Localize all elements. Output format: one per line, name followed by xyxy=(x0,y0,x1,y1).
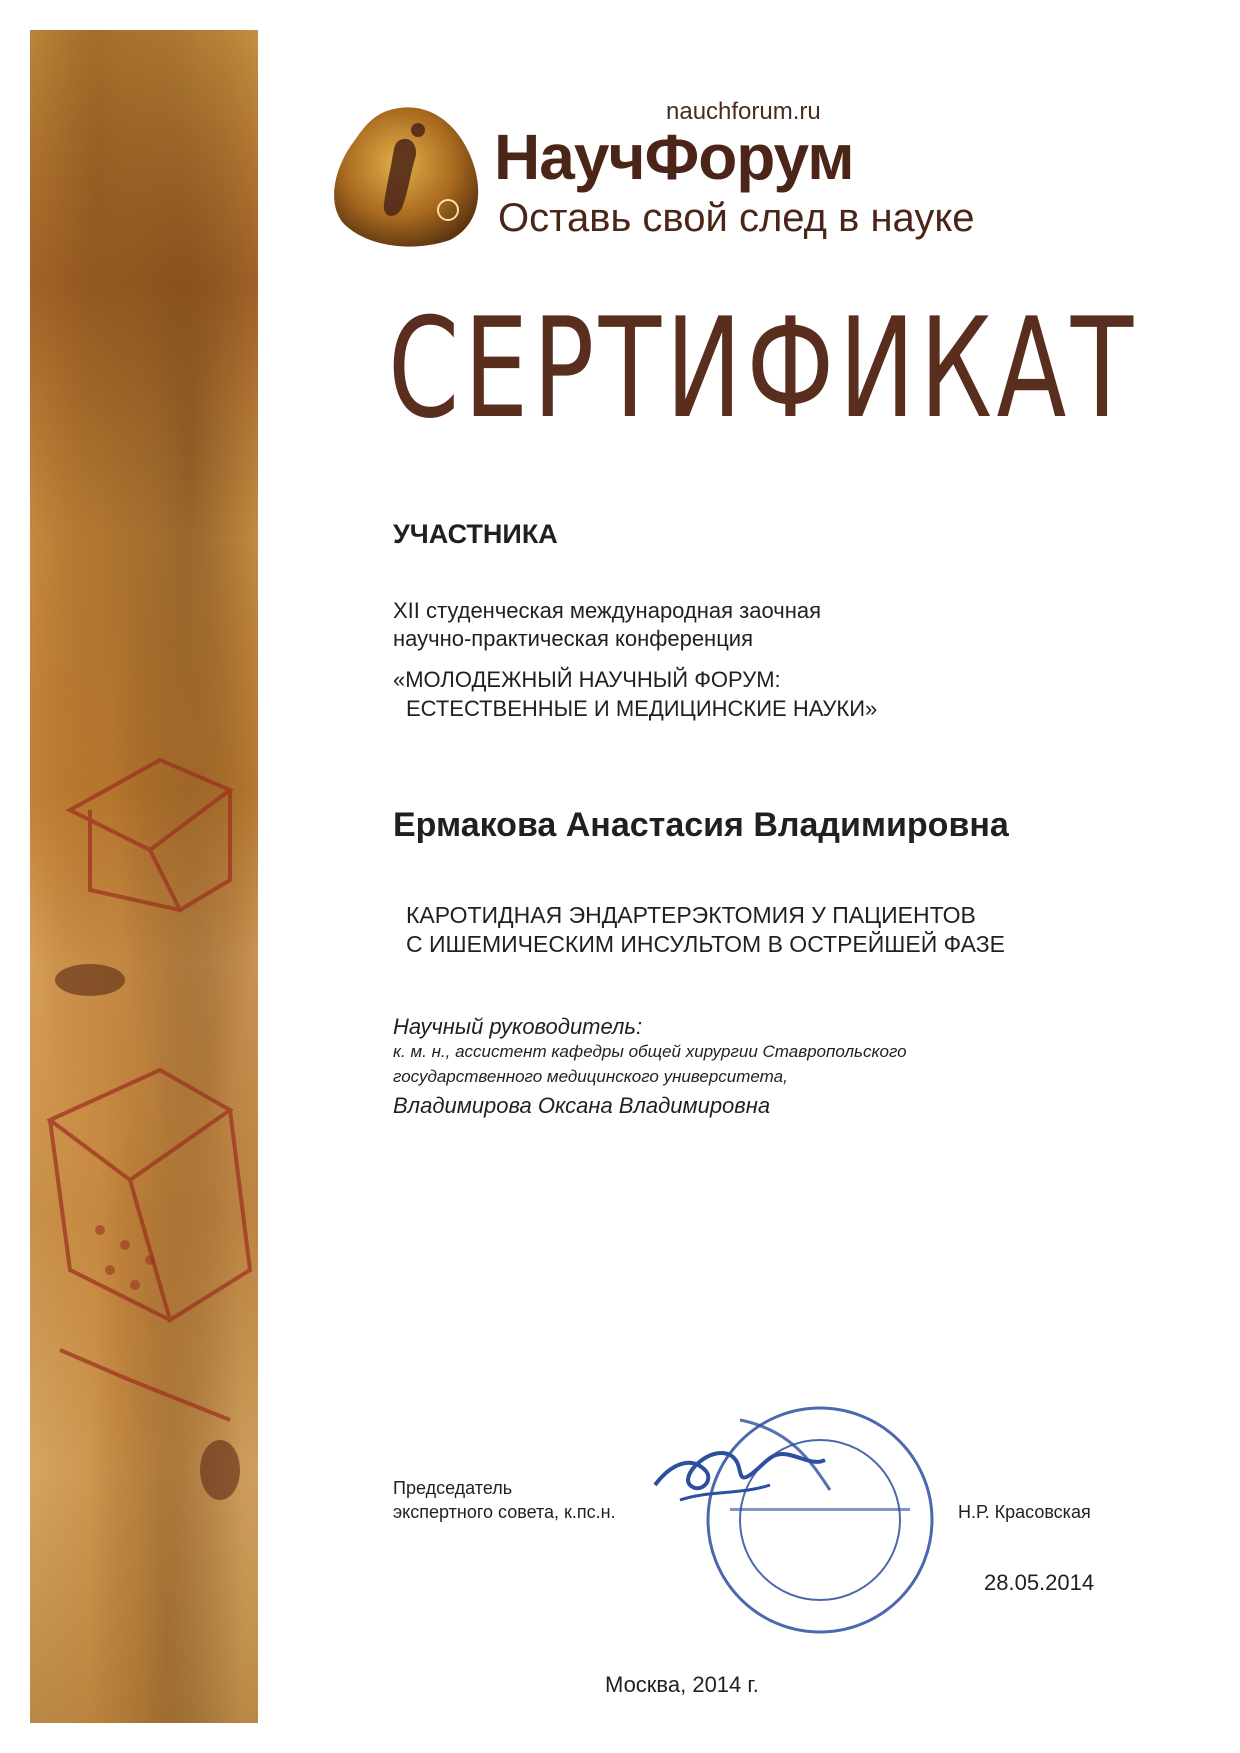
conference-line-2: научно-практическая конференция xyxy=(393,626,754,651)
chair-title-line-2: экспертного совета, к.пс.н. xyxy=(393,1502,616,1522)
site-url: nauchforum.ru xyxy=(666,98,821,125)
rock-art-drawings xyxy=(30,30,258,1723)
topic-line-1: КАРОТИДНАЯ ЭНДАРТЕРЭКТОМИЯ У ПАЦИЕНТОВ xyxy=(406,902,976,928)
topic-line-2: С ИШЕМИЧЕСКИМ ИНСУЛЬТОМ В ОСТРЕЙШЕЙ ФАЗЕ xyxy=(406,931,1005,957)
supervisor-name: Владимирова Оксана Владимировна xyxy=(393,1093,771,1118)
signer-name: Н.Р. Красовская xyxy=(958,1502,1091,1522)
participant-name: Ермакова Анастасия Владимировна xyxy=(393,806,1009,844)
city-year: Москва, 2014 г. xyxy=(605,1672,759,1697)
supervisor-details-line-2: государственного медицинского университета, xyxy=(393,1067,788,1086)
nauchforum-logo xyxy=(330,100,490,250)
issue-date: 28.05.2014 xyxy=(984,1570,1095,1595)
conference-line-1: XII студенческая международная заочная xyxy=(393,598,822,623)
chair-title-line-1: Председатель xyxy=(393,1478,513,1498)
certificate-subtitle: УЧАСТНИКА xyxy=(393,519,558,549)
brand-name: НаучФорум xyxy=(494,121,854,193)
conference-name-line-1: «МОЛОДЕЖНЫЙ НАУЧНЫЙ ФОРУМ: xyxy=(393,667,781,692)
supervisor-heading: Научный руководитель: xyxy=(393,1014,643,1039)
certificate-title: СЕРТИФИКАТ xyxy=(388,288,1138,449)
decorative-rock-art-strip xyxy=(30,30,258,1723)
supervisor-details-line-1: к. м. н., ассистент кафедры общей хирургии Ставропольского xyxy=(393,1042,907,1061)
conference-name-line-2: ЕСТЕСТВЕННЫЕ И МЕДИЦИНСКИЕ НАУКИ» xyxy=(406,696,878,721)
slogan: Оставь свой след в науке xyxy=(498,196,975,240)
signature xyxy=(650,1425,830,1515)
